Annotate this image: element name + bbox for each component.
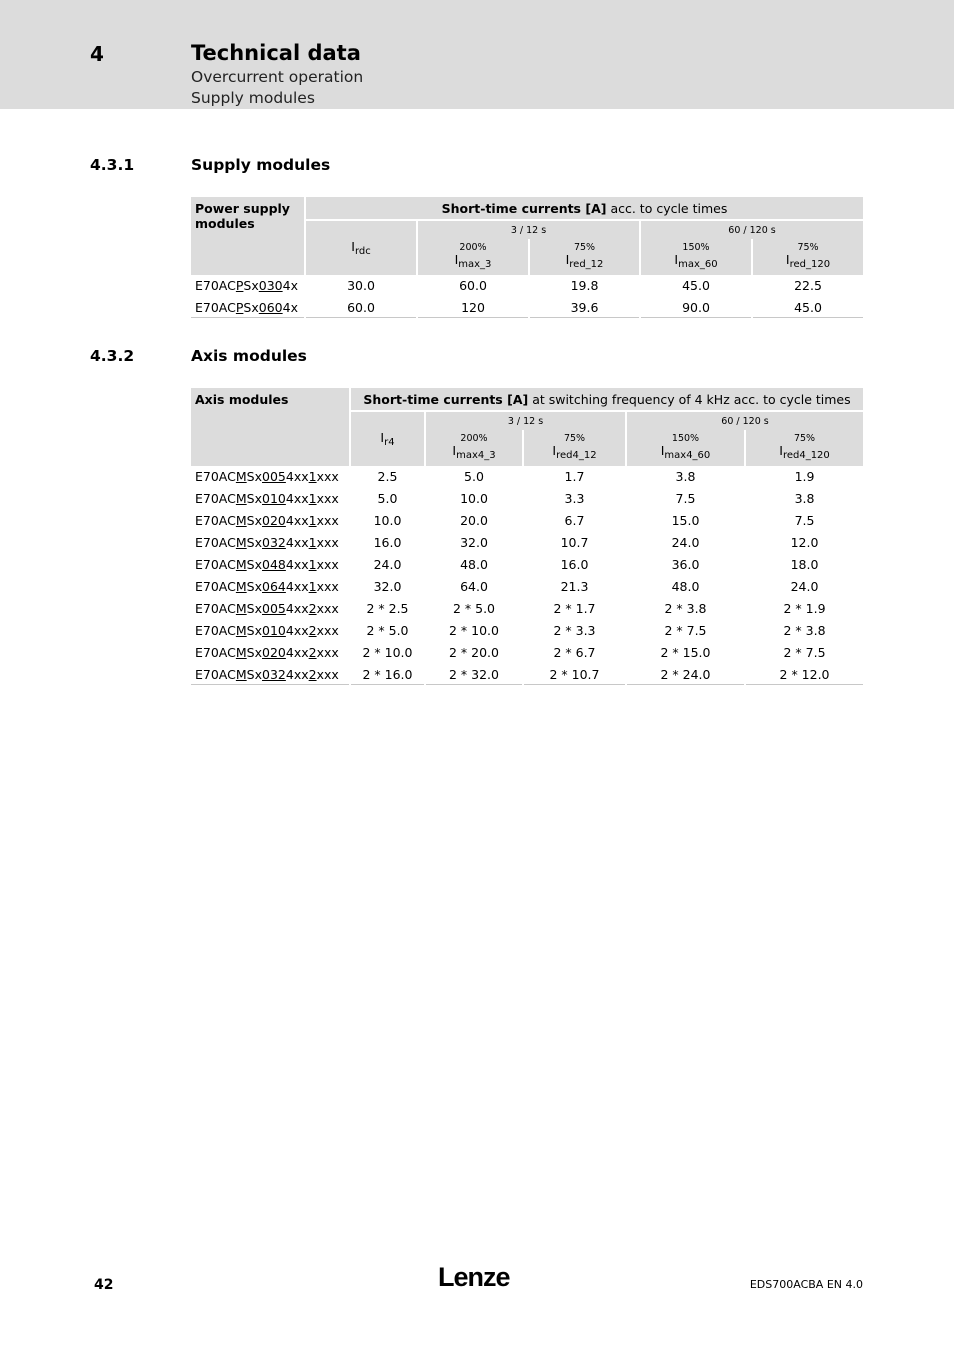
value-cell: 2 * 3.8 <box>745 619 863 641</box>
supply-modules-table <box>191 197 863 318</box>
value-cell: 90.0 <box>640 296 752 318</box>
value-cell: 15.0 <box>626 509 745 531</box>
header-band <box>0 0 954 109</box>
cycle-header-b: 60 / 120 s <box>626 411 863 430</box>
table-row <box>191 619 863 641</box>
order-code-cell: E70ACMSx0104xx1xxx <box>191 487 350 509</box>
col-header: 200% $I_{max4\_3}$ <box>425 430 523 466</box>
value-cell: 48.0 <box>626 575 745 597</box>
section-number-2: 4.3.2 <box>90 347 135 365</box>
value-cell: 2 * 5.0 <box>425 597 523 619</box>
col-header: 75% $I_{red\_12}$ <box>529 239 640 275</box>
order-code-cell: E70ACMSx0104xx2xxx <box>191 619 350 641</box>
table-row <box>191 466 863 487</box>
value-cell: 2 * 20.0 <box>425 641 523 663</box>
value-cell: 7.5 <box>626 487 745 509</box>
value-cell: 22.5 <box>752 275 863 296</box>
value-cell: 7.5 <box>745 509 863 531</box>
cycle-header-a: 3 / 12 s <box>417 220 640 239</box>
table-row <box>191 553 863 575</box>
value-cell: 2 * 1.7 <box>523 597 626 619</box>
value-cell: 2 * 5.0 <box>350 619 425 641</box>
value-cell: 10.7 <box>523 531 626 553</box>
order-code-cell: E70ACMSx0324xx1xxx <box>191 531 350 553</box>
value-cell: 2 * 2.5 <box>350 597 425 619</box>
value-cell: 1.9 <box>745 466 863 487</box>
value-cell: 60.0 <box>417 275 529 296</box>
value-cell: 18.0 <box>745 553 863 575</box>
chapter-number: 4 <box>90 42 104 66</box>
chapter-subtitle-2: Supply modules <box>191 89 315 107</box>
value-cell: 3.8 <box>626 466 745 487</box>
value-cell: 2 * 6.7 <box>523 641 626 663</box>
order-code-cell: E70ACPSx0604x <box>191 296 305 318</box>
col-header: 75% $I_{red4\_120}$ <box>745 430 863 466</box>
value-cell: 36.0 <box>626 553 745 575</box>
order-code-cell: E70ACMSx0644xx1xxx <box>191 575 350 597</box>
value-cell: 16.0 <box>350 531 425 553</box>
value-cell: 2 * 12.0 <box>745 663 863 685</box>
value-cell: 24.0 <box>626 531 745 553</box>
value-cell: 48.0 <box>425 553 523 575</box>
lenze-logo: Lenze <box>438 1262 510 1292</box>
order-code-cell: E70ACMSx0324xx2xxx <box>191 663 350 685</box>
value-cell: 21.3 <box>523 575 626 597</box>
table-row <box>191 641 863 663</box>
value-cell: 64.0 <box>425 575 523 597</box>
page-number: 42 <box>94 1277 114 1293</box>
main-column-header: Short-time currents [A] at switching frequency of 4 kHz acc. to cycle times <box>350 388 863 411</box>
section-title-2: Axis modules <box>191 347 307 365</box>
order-code-cell: E70ACMSx0204xx1xxx <box>191 509 350 531</box>
section-number-1: 4.3.1 <box>90 156 135 174</box>
value-cell: 30.0 <box>305 275 417 296</box>
value-cell: 2 * 10.0 <box>425 619 523 641</box>
value-cell: 2 * 7.5 <box>626 619 745 641</box>
table-row <box>191 487 863 509</box>
value-cell: 32.0 <box>425 531 523 553</box>
main-column-header: Short-time currents [A] acc. to cycle times <box>305 197 863 220</box>
value-cell: 2 * 10.7 <box>523 663 626 685</box>
col-header: 75% $I_{red4\_12}$ <box>523 430 626 466</box>
order-code-cell: E70ACMSx0054xx2xxx <box>191 597 350 619</box>
table-row <box>191 663 863 685</box>
value-cell: 12.0 <box>745 531 863 553</box>
value-cell: 3.3 <box>523 487 626 509</box>
order-code-cell: E70ACPSx0304x <box>191 275 305 296</box>
value-cell: 16.0 <box>523 553 626 575</box>
value-cell: 2 * 1.9 <box>745 597 863 619</box>
col-header: 200% $I_{max\_3}$ <box>417 239 529 275</box>
value-cell: 2 * 24.0 <box>626 663 745 685</box>
value-cell: 19.8 <box>529 275 640 296</box>
value-cell: 24.0 <box>350 553 425 575</box>
section-title-1: Supply modules <box>191 156 331 174</box>
value-cell: 20.0 <box>425 509 523 531</box>
value-cell: 32.0 <box>350 575 425 597</box>
chapter-subtitle-1: Overcurrent operation <box>191 68 364 86</box>
value-cell: 60.0 <box>305 296 417 318</box>
value-cell: 2 * 15.0 <box>626 641 745 663</box>
value-cell: 39.6 <box>529 296 640 318</box>
order-code-cell: E70ACMSx0484xx1xxx <box>191 553 350 575</box>
value-cell: 45.0 <box>752 296 863 318</box>
value-cell: 1.7 <box>523 466 626 487</box>
value-cell: 120 <box>417 296 529 318</box>
value-cell: 5.0 <box>425 466 523 487</box>
value-cell: 2 * 32.0 <box>425 663 523 685</box>
table-row <box>191 597 863 619</box>
col-header: 75% $I_{red\_120}$ <box>752 239 863 275</box>
cycle-header-b: 60 / 120 s <box>640 220 863 239</box>
table-row <box>191 296 863 318</box>
table-row <box>191 509 863 531</box>
value-cell: 6.7 <box>523 509 626 531</box>
value-cell: 5.0 <box>350 487 425 509</box>
table-row <box>191 275 863 296</box>
axis-modules-table <box>191 388 863 685</box>
value-cell: 2 * 16.0 <box>350 663 425 685</box>
value-cell: 24.0 <box>745 575 863 597</box>
table-row <box>191 575 863 597</box>
cycle-header-a: 3 / 12 s <box>425 411 626 430</box>
col-header: 150% $I_{max4\_60}$ <box>626 430 745 466</box>
row-header: Power supply modules <box>191 197 305 275</box>
value-cell: 2 * 7.5 <box>745 641 863 663</box>
value-cell: 2 * 3.3 <box>523 619 626 641</box>
order-code-cell: E70ACMSx0204xx2xxx <box>191 641 350 663</box>
value-cell: 10.0 <box>425 487 523 509</box>
chapter-title: Technical data <box>191 41 361 65</box>
value-cell: 3.8 <box>745 487 863 509</box>
base-current-header: $I_{rdc}$ <box>305 220 417 275</box>
value-cell: 2 * 3.8 <box>626 597 745 619</box>
col-header: 150% $I_{max\_60}$ <box>640 239 752 275</box>
base-current-header: $I_{r4}$ <box>350 411 425 466</box>
value-cell: 2 * 10.0 <box>350 641 425 663</box>
table-row <box>191 531 863 553</box>
row-header: Axis modules <box>191 388 350 466</box>
value-cell: 45.0 <box>640 275 752 296</box>
document-id: EDS700ACBA EN 4.0 <box>749 1278 863 1291</box>
value-cell: 2.5 <box>350 466 425 487</box>
order-code-cell: E70ACMSx0054xx1xxx <box>191 466 350 487</box>
value-cell: 10.0 <box>350 509 425 531</box>
